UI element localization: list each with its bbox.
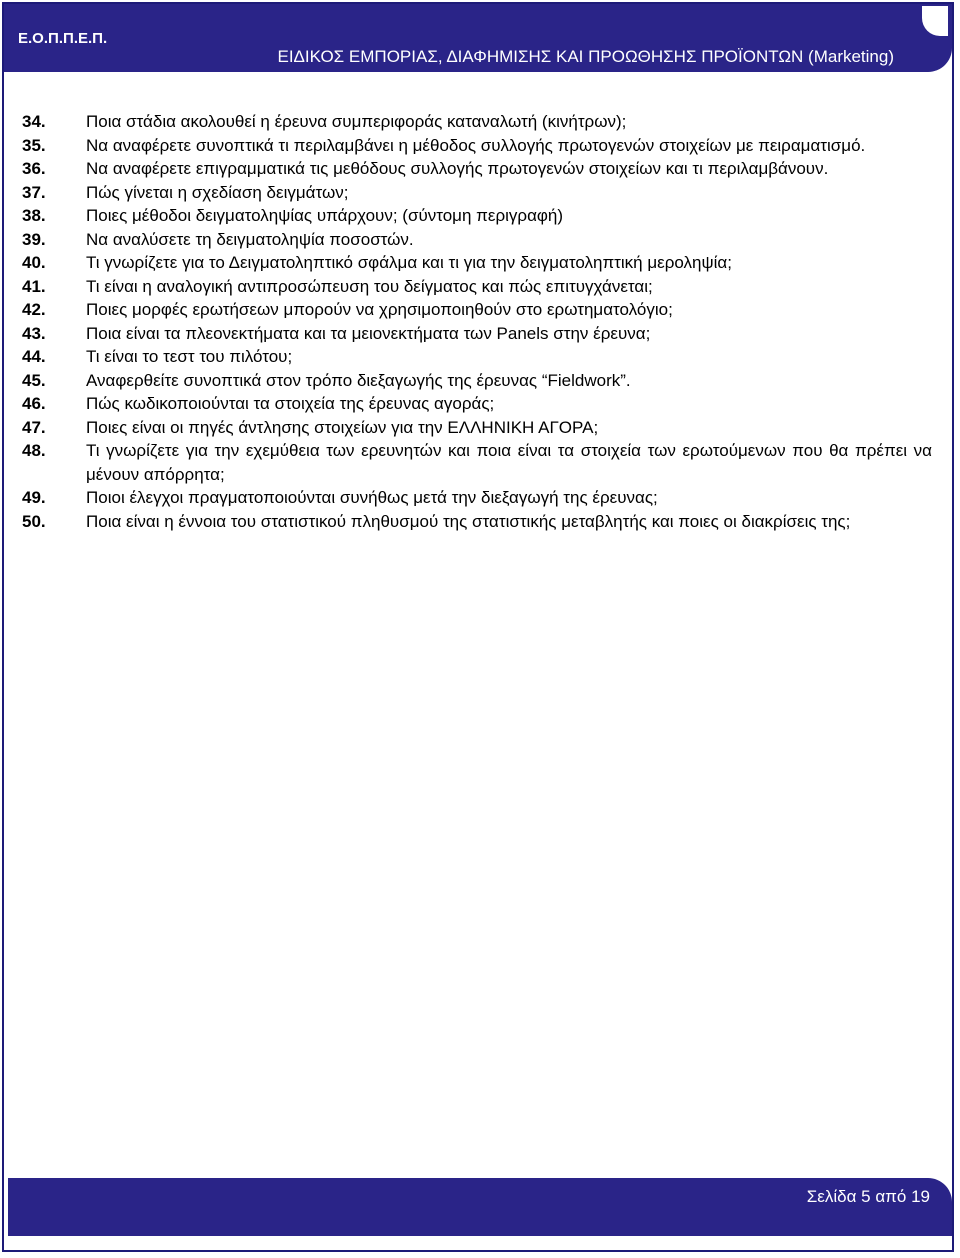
question-number: 45. [22,370,46,390]
question-number: 42. [22,300,46,319]
question-item [22,157,932,181]
header-corner-decoration [922,6,948,36]
question-text: Να αναφέρετε συνοπτικά τι περιλαμβάνει η μέθοδος συλλογής πρωτογενών στοιχείων με πειραματισμό. [86,135,866,155]
question-item [22,204,932,228]
question-number: 50. [22,511,46,531]
question-number: 49. [22,488,46,507]
document-title: ΕΙΔΙΚΟΣ ΕΜΠΟΡΙΑΣ, ΔΙΑΦΗΜΙΣΗΣ ΚΑΙ ΠΡΟΩΘΗΣΗΣ ΠΡΟΪΟΝΤΩΝ (Marketing) [277,47,894,66]
question-number: 37. [22,182,46,202]
page-footer [8,1178,952,1236]
question-item [22,392,932,416]
question-text: Ποιες είναι οι πηγές άντλησης στοιχείων για την ΕΛΛΗΝΙΚΗ ΑΓΟΡΑ; [86,417,599,437]
question-number: 43. [22,323,46,343]
question-text: Ποια είναι τα πλεονεκτήματα και τα μειονεκτήματα των Panels στην έρευνα; [86,323,651,343]
organization-name: Ε.Ο.Π.Π.Ε.Π. [18,30,108,47]
page-number: Σελίδα 5 από 19 [806,1187,930,1206]
question-item [22,486,932,510]
question-number: 35. [22,135,46,155]
question-item [22,322,932,346]
question-text: Ποιοι έλεγχοι πραγματοποιούνται συνήθως μετά την διεξαγωγή της έρευνας; [86,488,658,507]
question-item [22,298,932,322]
question-number: 38. [22,206,46,225]
question-number: 41. [22,276,46,296]
question-item [22,275,932,299]
question-item [22,181,932,205]
question-text: Τι είναι η αναλογική αντιπροσώπευση του δείγματος και πώς επιτυγχάνεται; [86,276,653,296]
question-item [22,510,932,534]
question-text: Πώς κωδικοποιούνται τα στοιχεία της έρευνας αγοράς; [86,394,495,413]
question-text: Τι γνωρίζετε για το Δειγματοληπτικό σφάλμα και τι για την δειγματοληπτική μεροληψία; [86,253,732,272]
question-item [22,228,932,252]
question-text: Τι είναι το τεστ του πιλότου; [86,347,293,366]
question-number: 44. [22,347,46,366]
question-item [22,134,932,158]
question-item [22,416,932,440]
question-text: Τι γνωρίζετε για την εχεμύθεια των ερευνητών και ποια είναι τα στοιχεία των ερωτούμενων που θα πρέπει να μένουν απόρρητα; [86,441,932,484]
question-text: Ποια στάδια ακολουθεί η έρευνα συμπεριφοράς καταναλωτή (κινήτρων); [86,112,627,131]
page-header [4,4,952,72]
question-text: Ποια είναι η έννοια του στατιστικού πληθυσμού της στατιστικής μεταβλητής και ποιες οι διακρίσεις της; [86,511,851,531]
question-number: 46. [22,394,46,413]
question-item [22,345,932,369]
question-list [22,110,932,533]
question-text: Να αναλύσετε τη δειγματοληψία ποσοστών. [86,229,414,249]
question-number: 34. [22,112,46,131]
question-number: 36. [22,159,46,178]
question-text: Ποιες μέθοδοι δειγματοληψίας υπάρχουν; (σύντομη περιγραφή) [86,206,564,225]
question-number: 47. [22,417,46,437]
question-number: 39. [22,229,46,249]
question-number: 48. [22,441,46,460]
question-text: Πώς γίνεται η σχεδίαση δειγμάτων; [86,182,349,202]
question-item [22,251,932,275]
question-text: Ποιες μορφές ερωτήσεων μπορούν να χρησιμοποιηθούν στο ερωτηματολόγιο; [86,300,673,319]
question-item [22,439,932,486]
question-text: Αναφερθείτε συνοπτικά στον τρόπο διεξαγωγής της έρευνας “Fieldwork”. [86,370,631,390]
question-item [22,110,932,134]
question-item [22,369,932,393]
question-text: Να αναφέρετε επιγραμματικά τις μεθόδους συλλογής πρωτογενών στοιχείων και τι περιλαμβάνουν. [86,159,829,178]
question-number: 40. [22,253,46,272]
